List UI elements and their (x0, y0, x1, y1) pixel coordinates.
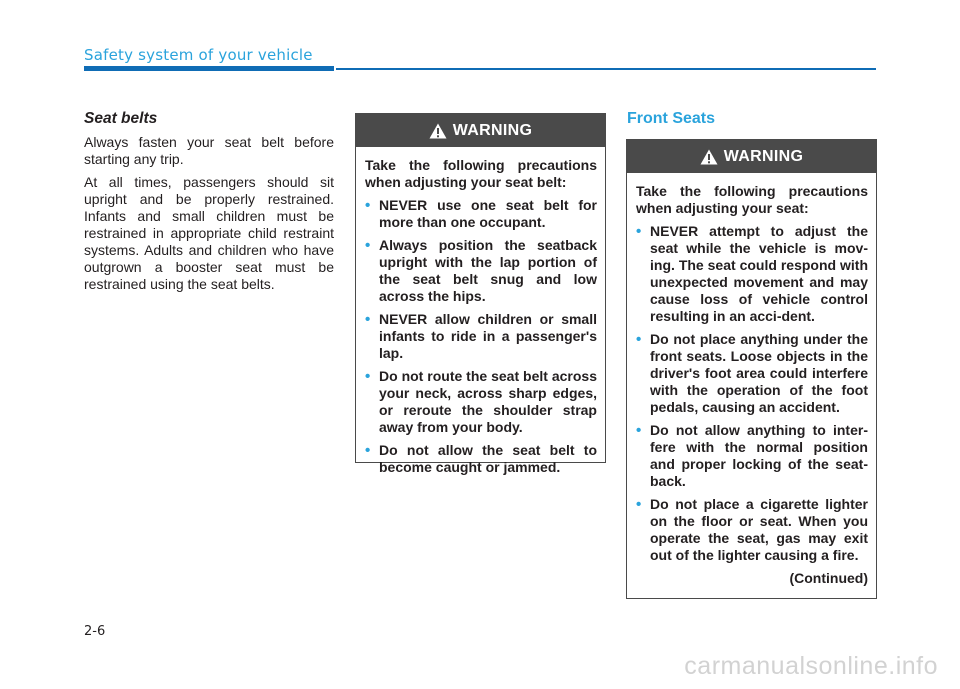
warning-item-text: Do not allow the seat belt to become caught or jammed. (379, 442, 597, 475)
bullet-icon: • (365, 237, 371, 254)
warning-list (365, 197, 597, 476)
warning-item-text: NEVER allow children or small infants to ride in a passenger's lap. (379, 311, 597, 361)
warning-item (636, 496, 868, 564)
warning-item (365, 237, 597, 305)
warning-item-text: Always position the seatback upright with the lap portion of the seat belt snug and low across the hips. (379, 237, 597, 304)
warning-item-text: Do not route the seat belt across your neck, across sharp edges, or reroute the shoulder strap away from your body. (379, 368, 597, 435)
warning-item-text: Do not place a cigarette lighter on the floor or seat. When you operate the seat, gas may exit out of the lighter causing a fire. (650, 496, 868, 563)
warning-item (636, 223, 868, 325)
warning-item (636, 422, 868, 490)
warning-item-text: NEVER attempt to adjust the seat while the vehicle is mov-ing. The seat could respond with unexpected movement and may cause loss of vehicle control resulting in an acci-dent. (650, 223, 868, 324)
seat-belt-warning-box (355, 113, 606, 475)
bullet-icon: • (365, 311, 371, 328)
seat-belts-section (84, 110, 334, 299)
bullet-icon: • (365, 442, 371, 459)
bullet-icon: • (636, 331, 642, 348)
warning-item-text: Do not place anything under the front seats. Loose objects in the driver's foot area could interfere with the operation of the foot pedals, causing an accident. (650, 331, 868, 415)
warning-label: WARNING (452, 121, 533, 139)
warning-item (636, 331, 868, 416)
page-number: 2-6 (84, 624, 106, 639)
warning-triangle-icon (700, 149, 718, 165)
bullet-icon: • (636, 496, 642, 513)
watermark: carmanualsonline.info (684, 652, 938, 680)
bullet-icon: • (636, 223, 642, 240)
seat-belts-paragraph: Always fasten your seat belt before starting any trip. (84, 134, 334, 167)
warning-body (627, 173, 876, 587)
warning-item (365, 197, 597, 231)
seat-belts-heading: Seat belts (84, 110, 158, 127)
header-accent-bar (84, 66, 334, 71)
seat-belts-paragraph: At all times, passengers should sit upright and be properly restrained. Infants and small children must be restrained in appropriate child restraint systems. Adults and children who have outgrown a booster seat must be restrained using the seat belts. (84, 174, 334, 292)
warning-item-text: NEVER use one seat belt for more than one occupant. (379, 197, 597, 230)
front-seats-heading: Front Seats (627, 110, 716, 127)
warning-header (627, 140, 876, 173)
warning-intro: Take the following precautions when adjusting your seat: (636, 183, 868, 216)
bullet-icon: • (636, 422, 642, 439)
warning-item-text: Do not allow anything to inter-fere with the normal position and proper locking of the seat-back. (650, 422, 868, 489)
warning-label: WARNING (723, 147, 804, 165)
warning-triangle-icon (429, 123, 447, 139)
warning-item (365, 311, 597, 362)
bullet-icon: • (365, 197, 371, 214)
warning-item (365, 442, 597, 476)
warning-header (356, 114, 605, 147)
bullet-icon: • (365, 368, 371, 385)
front-seats-warning-box (626, 139, 877, 599)
continued-label: (Continued) (789, 570, 868, 586)
header-rule (336, 68, 876, 70)
warning-intro: Take the following precautions when adjusting your seat belt: (365, 157, 597, 190)
warning-list (636, 223, 868, 564)
section-header-title: Safety system of your vehicle (84, 46, 313, 64)
warning-item (365, 368, 597, 436)
warning-body (356, 147, 605, 476)
